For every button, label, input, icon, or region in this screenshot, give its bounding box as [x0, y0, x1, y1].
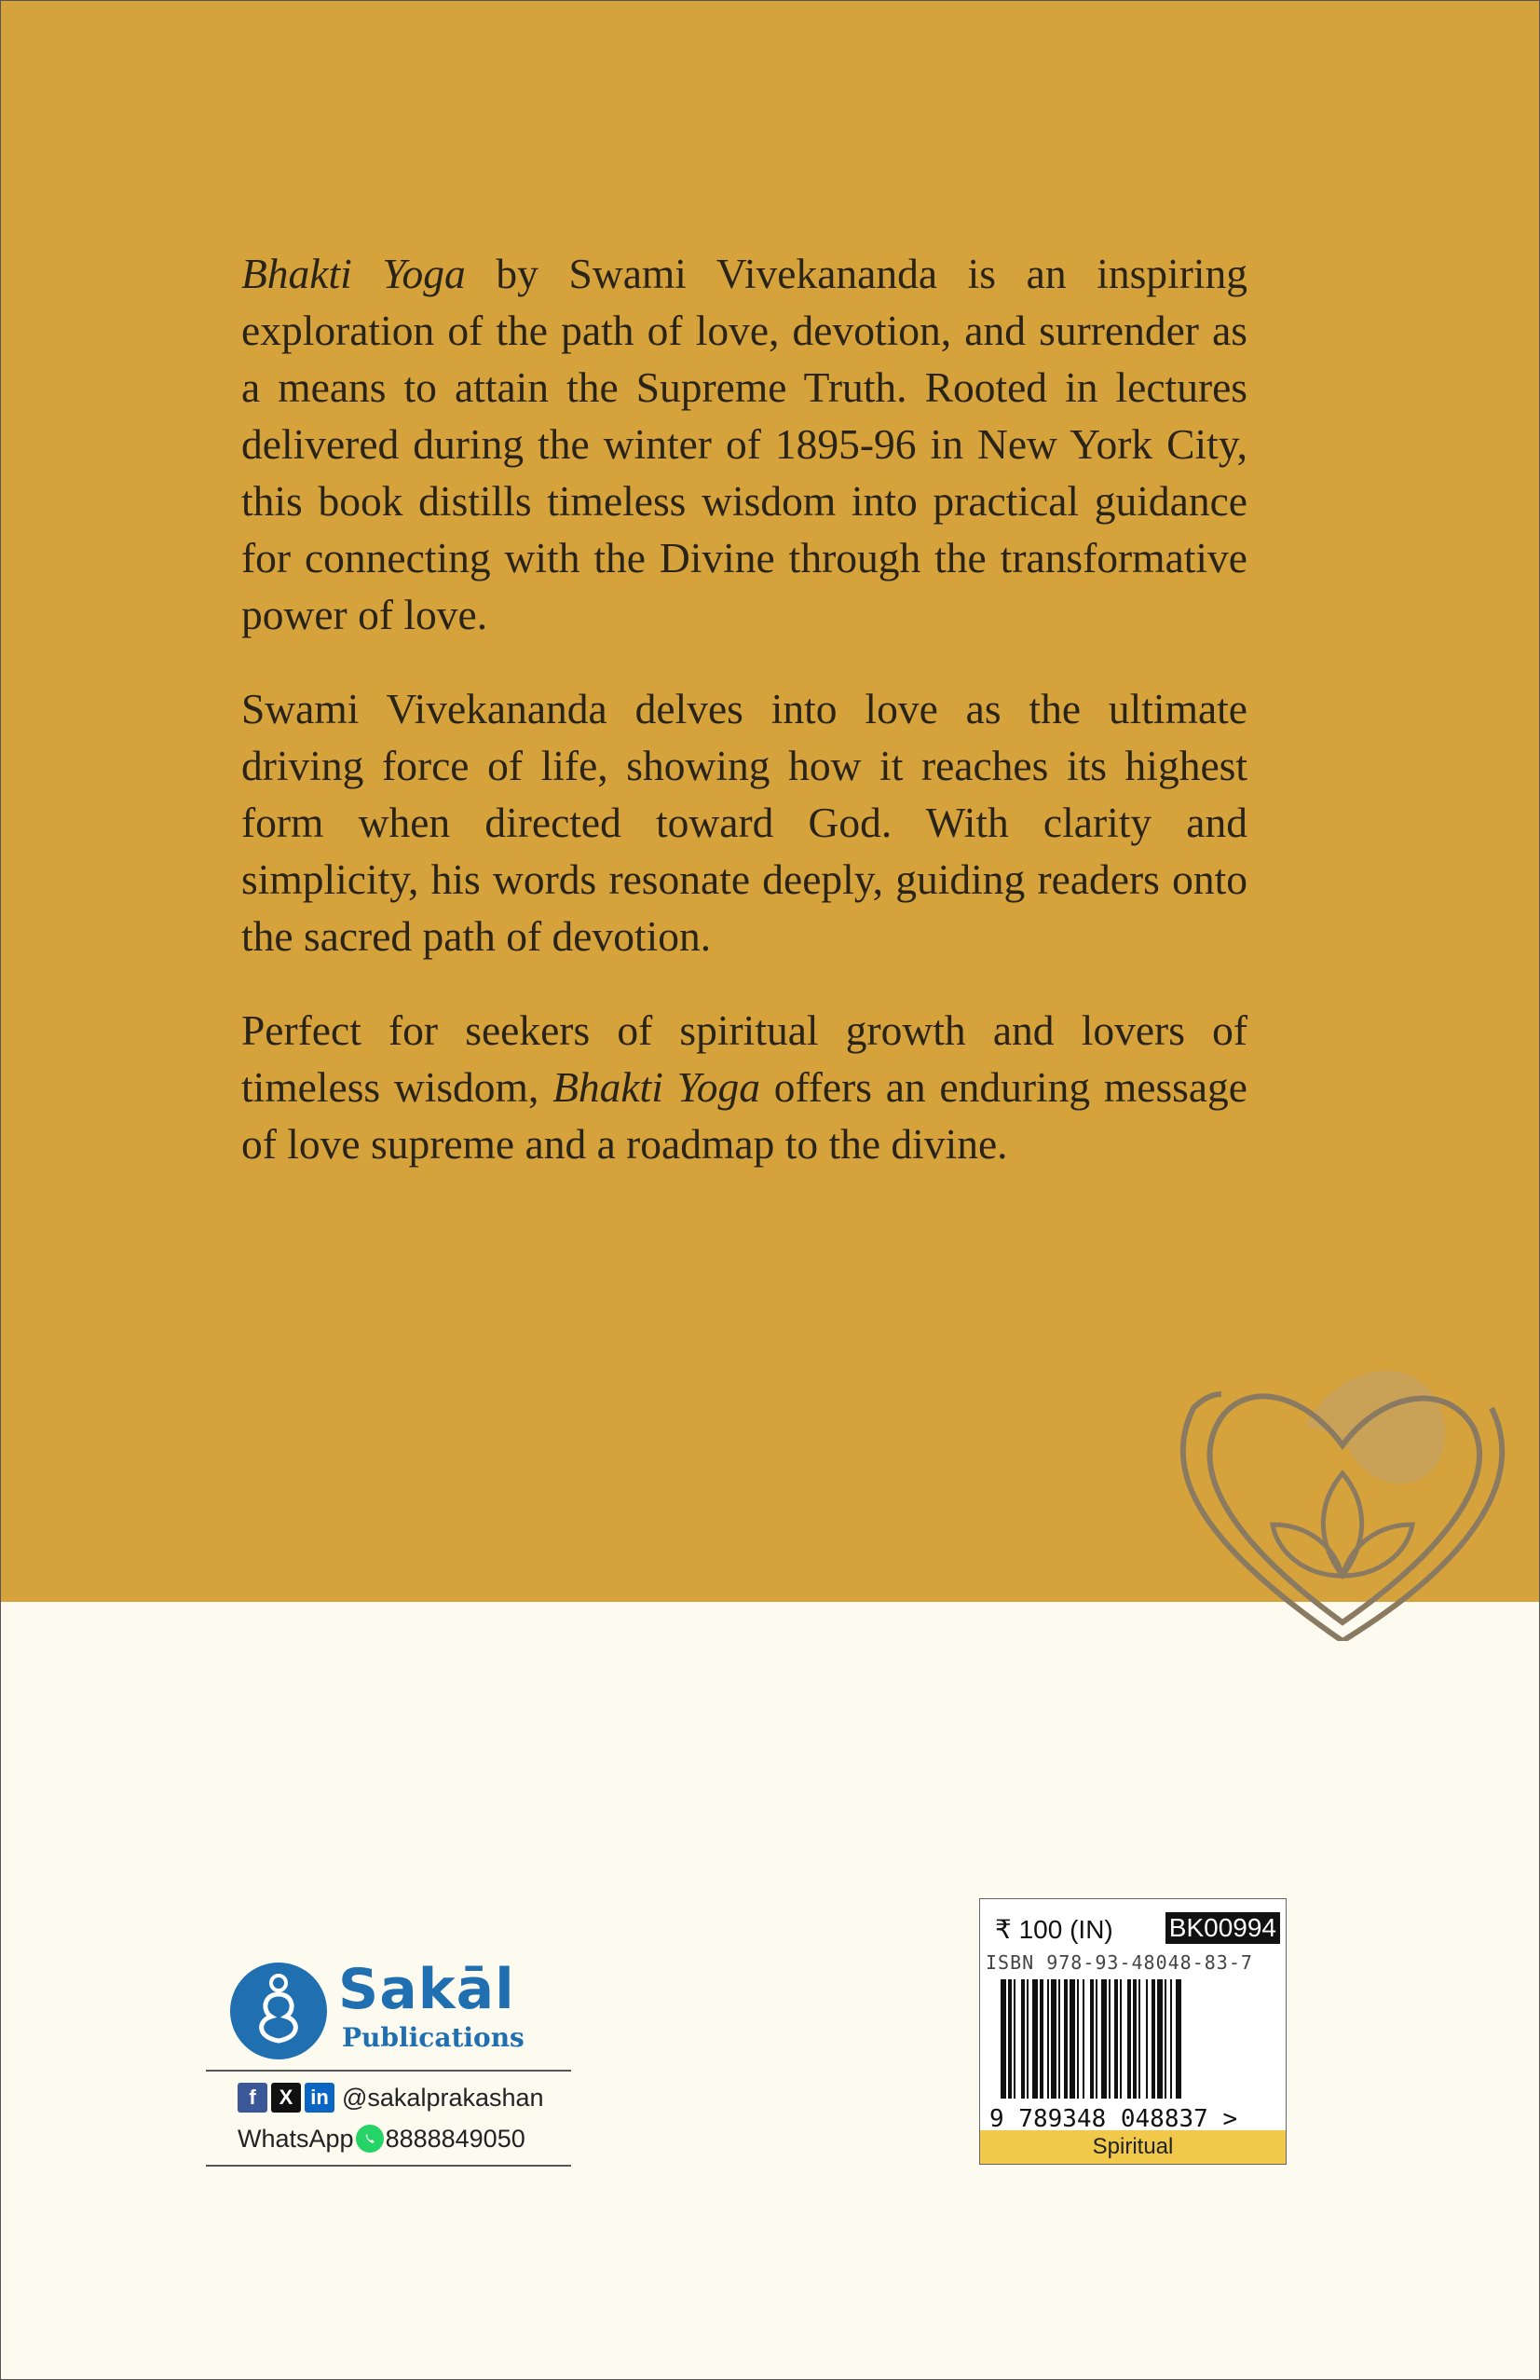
- blurb: [241, 245, 1247, 1210]
- blurb-text-1: by Swami Vivekananda is an inspiring exploration of the path of love, devotion, and surrender as a means to attain the Supreme Truth. Rooted in lectures delivered during the winter of 1895-96 in New York City, this book distills timeless wisdom into practical guidance for connecting with the Divine through the transformative power of love.: [241, 250, 1247, 638]
- whatsapp-icon[interactable]: [356, 2125, 384, 2153]
- genre-label: Spiritual: [980, 2130, 1286, 2164]
- barcode-digits: 9 789348 048837 >: [989, 2105, 1238, 2130]
- publisher-name: Sakāl: [338, 1957, 515, 2022]
- blurb-paragraph-1: [241, 245, 1247, 643]
- blurb-paragraph-2: [241, 680, 1247, 964]
- divider-top: [206, 2070, 571, 2072]
- heart-lotus-emblem-icon: [1165, 1343, 1520, 1641]
- x-icon[interactable]: X: [271, 2083, 301, 2113]
- divider-bottom: [206, 2165, 571, 2167]
- social-handle: @sakalprakashan: [342, 2083, 544, 2112]
- whatsapp-label: WhatsApp: [238, 2124, 354, 2153]
- isbn: ISBN 978-93-48048-83-7: [986, 1951, 1253, 1974]
- book-title-italic: Bhakti Yoga: [552, 1063, 760, 1111]
- blurb-text-3a: Perfect for seekers of spiritual growth and lovers of timeless wisdom,: [241, 1006, 1247, 1111]
- price: ₹ 100 (IN): [995, 1915, 1113, 1944]
- blurb-text-3b: offers an enduring message of love supreme and a roadmap to the divine.: [241, 1063, 1247, 1168]
- blurb-paragraph-3: [241, 1002, 1247, 1172]
- publisher-subtitle: Publications: [342, 2022, 525, 2053]
- blurb-text-2: Swami Vivekananda delves into love as the ultimate driving force of life, showing how it reaches its highest form when directed toward God. With clarity and simplicity, his words resonate deeply, guiding readers onto the sacred path of devotion.: [241, 685, 1247, 960]
- sakal-logo: [230, 1957, 566, 2065]
- price-barcode-box: [979, 1898, 1287, 2165]
- social-row: [238, 2081, 544, 2114]
- barcode: [988, 1979, 1278, 2130]
- whatsapp-number: 8888849050: [385, 2124, 525, 2153]
- linkedin-icon[interactable]: in: [305, 2083, 334, 2113]
- book-code: BK00994: [1165, 1912, 1280, 1944]
- whatsapp-row: [238, 2122, 525, 2155]
- book-title-italic: Bhakti Yoga: [241, 250, 466, 297]
- sakal-logo-icon: [230, 1963, 327, 2059]
- facebook-icon[interactable]: f: [238, 2083, 267, 2113]
